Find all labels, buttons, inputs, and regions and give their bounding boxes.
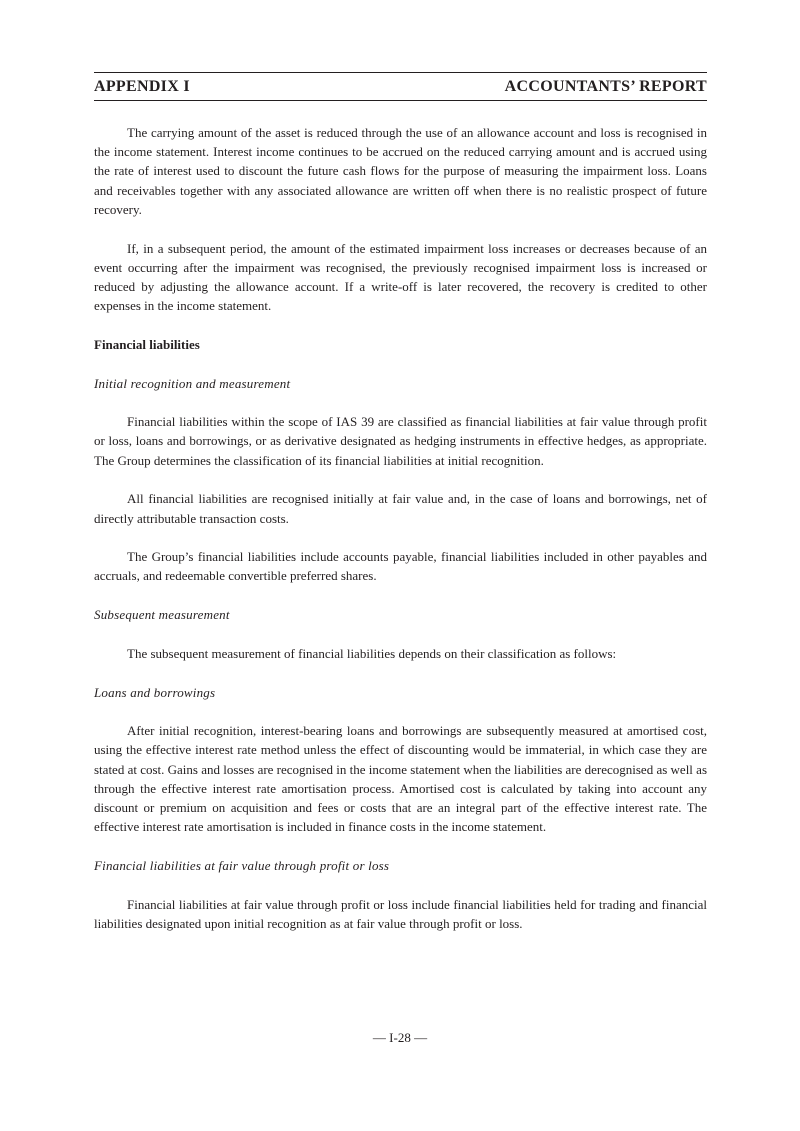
paragraph-subsequent-period: If, in a subsequent period, the amount of the estimated impairment loss increases or decreases because of an event occurring after the impairment was recognised, the previously recognised impairment loss is increased or reduced by adjusting the allowance account. If a write-off is later recovered, the recovery is credited to other expenses in the income statement. [94, 240, 707, 314]
paragraph-allowance-account: The carrying amount of the asset is reduced through the use of an allowance account and loss is recognised in the income statement. Interest income continues to be accrued on the reduced carrying amount and is accrued using the rate of interest used to discount the future cash flows for the purpose of measuring the impairment loss. Loans and receivables together with any associated allowance are written off when there is no realistic prospect of future recovery. [94, 125, 707, 217]
paragraph-amortised-cost: After initial recognition, interest-bearing loans and borrowings are subsequently measured at amortised cost, using the effective interest rate method unless the effect of discounting would be immaterial, in which case they are stated at cost. Gains and losses are recognised in the income statement when the liabilities are derecognised as well as through the effective interest rate amortisation process. Amortised cost is calculated by taking into account any discount or premium on acquisition and fees or costs that are an integral part of the effective interest rate. The effective interest rate amortisation is included in finance costs in the income statement. [94, 723, 707, 835]
paragraph-classification: The subsequent measurement of financial liabilities depends on their classification as follows: [127, 645, 617, 661]
document-page [94, 72, 707, 953]
paragraph-recognised-initially: All financial liabilities are recognised initially at fair value and, in the case of loans and borrowings, net of directly attributable transaction costs. [94, 491, 707, 526]
subheading-initial-recognition: Initial recognition and measurement [94, 375, 291, 391]
subheading-subsequent-measurement: Subsequent measurement [94, 607, 230, 623]
page-header [94, 72, 707, 101]
subheading-fvtpl: Financial liabilities at fair value through profit or loss [94, 857, 390, 873]
header-appendix-label: APPENDIX I [94, 78, 190, 95]
section-heading-financial-liabilities: Financial liabilities [94, 336, 200, 352]
page-number: — I-28 — [372, 1030, 428, 1045]
paragraph-fvtpl: Financial liabilities at fair value through profit or loss include financial liabilities held for trading and financial liabilities designated upon initial recognition as at fair value through profit or loss. [94, 896, 707, 931]
document-body [94, 123, 707, 933]
paragraph-group-liabilities: The Group’s financial liabilities include accounts payable, financial liabilities included in other payables and accruals, and redeemable convertible preferred shares. [94, 549, 707, 584]
subheading-loans-borrowings: Loans and borrowings [94, 684, 216, 700]
header-report-title: ACCOUNTANTS’ REPORT [504, 78, 707, 95]
paragraph-ias39-scope: Financial liabilities within the scope of IAS 39 are classified as financial liabilities at fair value through profit or loss, loans and borrowings, or as derivative designated as hedging instruments in effective hedges, as appropriate. The Group determines the classification of its financial liabilities at initial recognition. [94, 414, 707, 468]
